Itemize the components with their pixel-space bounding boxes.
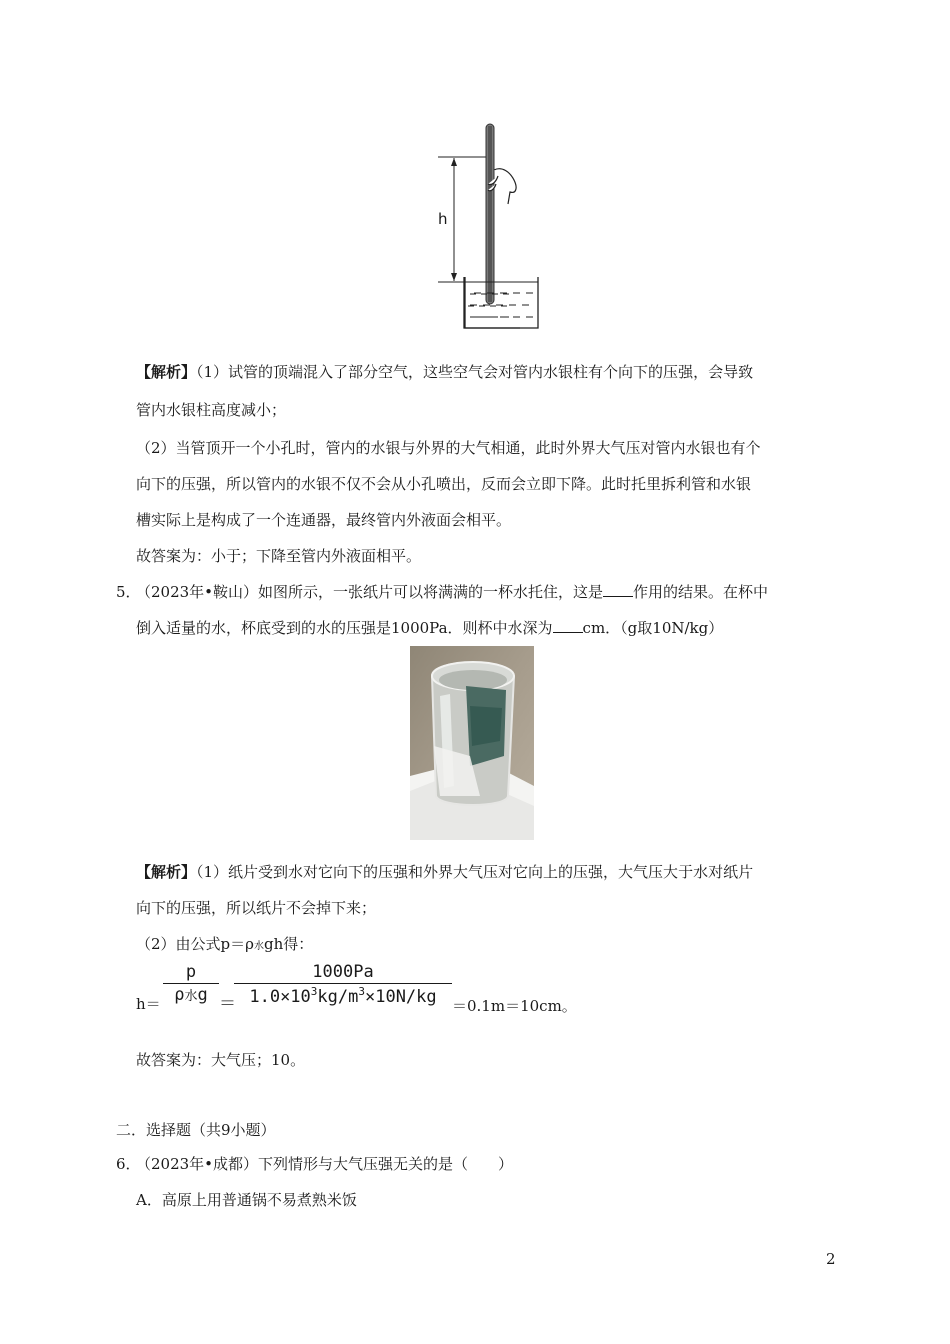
analysis4-answer: 故答案为：小于；下降至管内外液面相平。: [136, 547, 422, 565]
formula-h-equals: h＝: [136, 995, 161, 1013]
q5-line1: （2023年•鞍山）如图所示，一张纸片可以将满满的一杯水托住，这是 作用的结果。在杯中: [136, 583, 769, 601]
inverted-cup-photo: [410, 646, 534, 840]
q6-option-a: A．高原上用普通锅不易煮熟米饭: [136, 1191, 357, 1209]
formula-result: ＝0.1m＝10cm。: [452, 997, 577, 1015]
trough-outline: [460, 275, 540, 335]
q5-blank1: [603, 582, 633, 597]
formula-equals: ＝: [219, 994, 236, 1014]
section-title: 二．选择题（共9小题）: [116, 1121, 276, 1139]
q6-text: （2023年•成都）下列情形与大气压强无关的是（ ）: [136, 1155, 514, 1173]
page-number: 2: [826, 1250, 836, 1268]
analysis4-line4: 向下的压强，所以管内的水银不仅不会从小孔喷出，反而会立即下降。此时托里拆利管和水银: [136, 475, 752, 493]
formula-fraction-numeric: $\frac{1000Pa}{1.0\times 10^3kg/m^3\times 10N/kg}$: [234, 962, 452, 1007]
analysis5-line3: （2）由公式p＝ρ水gh得：: [136, 935, 314, 953]
q5-blank2: [553, 618, 583, 633]
analysis5-answer: 故答案为：大气压；10。: [136, 1051, 306, 1069]
analysis4-line5: 槽实际上是构成了一个连通器，最终管内外液面会相平。: [136, 511, 512, 529]
q5-line2: 倒入适量的水，杯底受到的水的压强是1000Pa．则杯中水深为 cm．（g取10N/kg）: [136, 619, 724, 637]
formula-fraction-p-over-rho-g: p ρ水g: [163, 962, 219, 1005]
analysis5-line2: 向下的压强，所以纸片不会掉下来；: [136, 899, 377, 917]
q6-number: 6．: [116, 1155, 141, 1173]
analysis4-line1: 【解析】（1）试管的顶端混入了部分空气，这些空气会对管内水银柱有个向下的压强，会导致: [136, 363, 754, 381]
analysis5-line1: 【解析】（1）纸片受到水对它向下的压强和外界大气压对它向上的压强，大气压大于水对纸片: [136, 863, 754, 881]
analysis4-line3: （2）当管顶开一个小孔时，管内的水银与外界的大气相通，此时外界大气压对管内水银也有个: [136, 439, 761, 457]
analysis4-line2: 管内水银柱高度减小；: [136, 401, 287, 419]
q5-number: 5．: [116, 583, 141, 601]
figure-h-label: h: [438, 210, 448, 228]
